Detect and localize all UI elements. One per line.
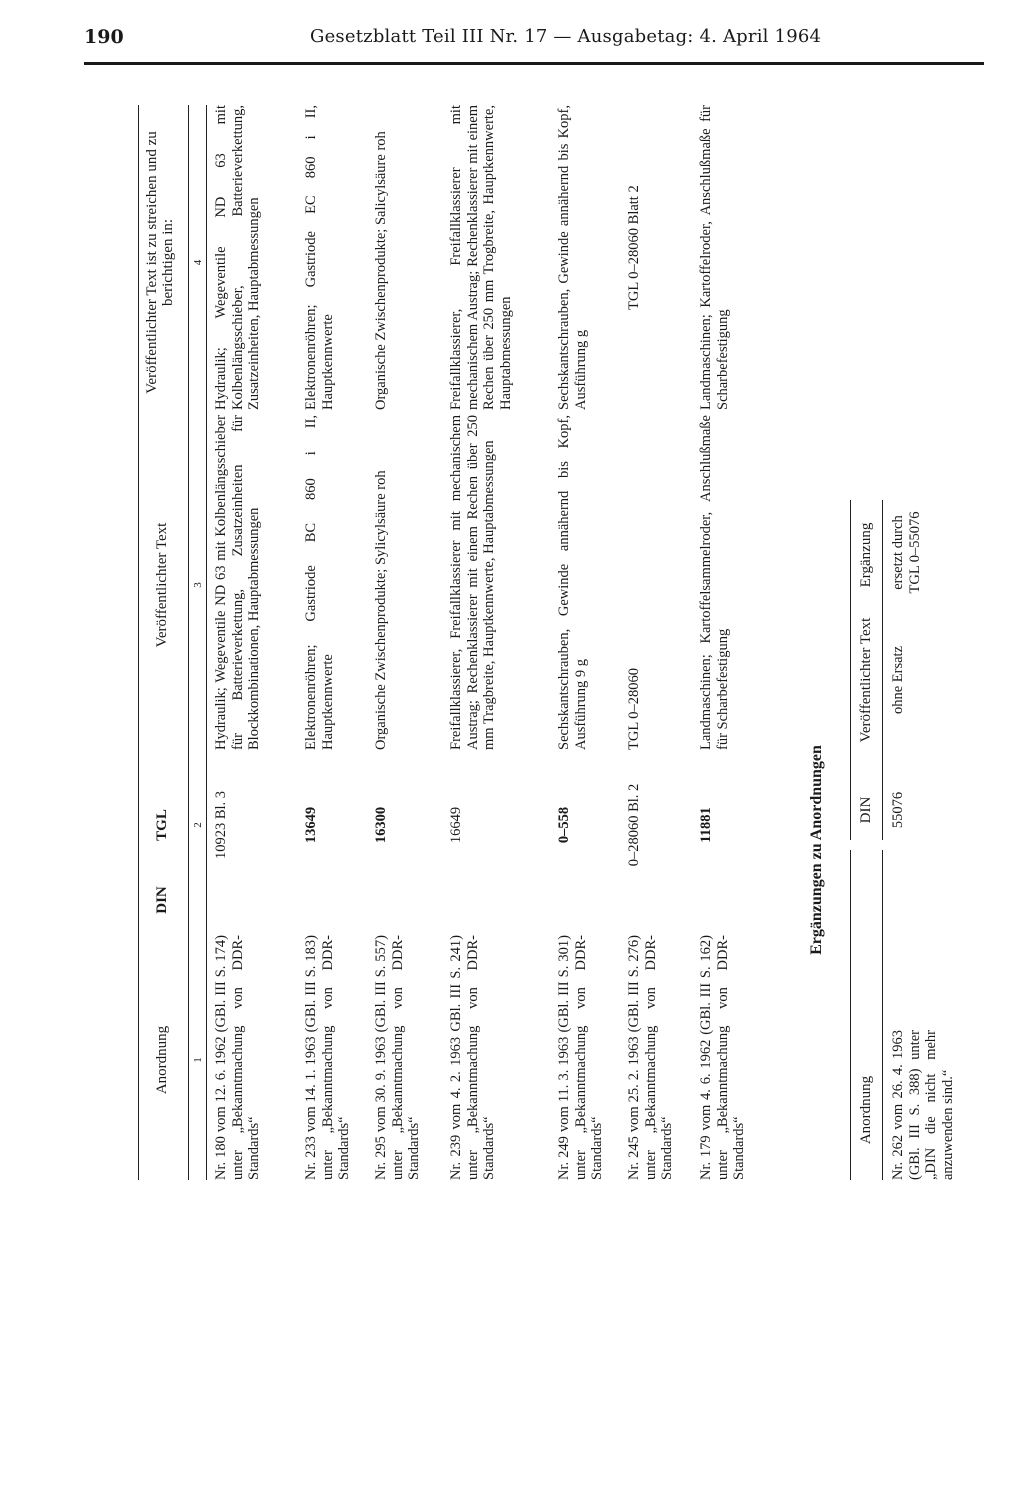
supp-header-erganzung: Ergänzung [858, 522, 874, 588]
table-row-3-tgl: 16300 [373, 806, 389, 844]
supp-row-din: 55076 [890, 791, 906, 829]
table-row-3-correction: Organische Zwischenprodukte; Salicylsäure roh [373, 131, 389, 410]
col-header-din: DIN [154, 886, 170, 914]
running-title: Gesetzblatt Teil III Nr. 17 — Ausgabetag: 4. April 1964 [310, 26, 822, 47]
supp-right-top-rule [850, 500, 851, 840]
table-row-5-tgl: 0–558 [556, 806, 572, 844]
header-mid-rule [188, 105, 189, 1180]
col-number-2: 2 [192, 822, 204, 828]
col-header-tgl: TGL [154, 809, 170, 841]
col-header-correction: Veröffentlichter Text ist zu streichen und zu berichtigen in: [144, 131, 176, 394]
page-number: 190 [84, 26, 124, 48]
table-row-1-correction: Hydraulik; Wegeventile ND 63 mit Kolbenlängsschieber, Batterieverkettung, Zusatzeinheiten, Hauptabmessungen [213, 105, 262, 410]
supp-right-header-rule [882, 500, 883, 840]
col-header-anordnung: Anordnung [154, 1025, 170, 1095]
supp-header-rule [882, 850, 883, 1180]
col-header-text: Veröffentlichter Text [154, 522, 170, 648]
table-row-7-correction: Landmaschinen; Kartoffelroder, Anschlußmaße für Scharbefestigung [698, 105, 731, 410]
table-top-rule [138, 105, 139, 1180]
header-rule [84, 62, 984, 65]
table-row-4-correction: Freifallklassierer, Freifallklassierer mit mechanischem Austrag; Rechenklassierer mit einem Rechen über 250 mm Trogbreite, Hauptkennwerte, Hauptabmessungen [448, 105, 514, 410]
table-row-2-tgl: 13649 [303, 806, 319, 844]
table-row-1-tgl: 10923 Bl. 3 [213, 790, 229, 860]
supp-row-erganzung: ersetzt durch TGL 0–55076 [890, 511, 923, 594]
main-table [138, 105, 778, 1180]
supp-header-din: DIN [858, 796, 874, 824]
table-row-6-text: TGL 0–28060 [626, 667, 642, 750]
supp-row-text: ohne Ersatz [890, 645, 906, 715]
table-row-4-text: Freifallklassierer, Freifallklassierer mit mechanischem Austrag; Rechenklassierer mit einem Rechen über 250 mm Tragbreite, Hauptkennwerte, Hauptabmessungen [448, 415, 497, 750]
table-row-3-anordnung: Nr. 295 vom 30. 9. 1963 (GBl. III S. 557) unter „Bekanntmachung von DDR-Standards“ [373, 935, 422, 1180]
table-row-4-anordnung: Nr. 239 vom 4. 2. 1963 GBl. III S. 241) unter „Bekanntmachung von DDR-Standards“ [448, 935, 497, 1180]
supp-header-text: Veröffentlichter Text [858, 617, 874, 743]
page-header [84, 26, 984, 60]
table-row-1-text: Hydraulik; Wegeventile ND 63 mit Kolbenlängsschieber für Batterieverkettung, Zusatzeinheiten für Blockkombinationen, Hauptabmessungen [213, 415, 262, 750]
table-row-4-tgl: 16649 [448, 806, 464, 844]
table-row-5-anordnung: Nr. 249 vom 11. 3. 1963 (GBl. III S. 301) unter „Bekanntmachung von DDR-Standards“ [556, 935, 605, 1180]
table-row-7-anordnung: Nr. 179 vom 4. 6. 1962 (GBl. III S. 162) unter „Bekanntmachung von DDR-Standards“ [698, 935, 747, 1180]
col-number-1: 1 [192, 1057, 204, 1063]
table-row-6-anordnung: Nr. 245 vom 25. 2. 1963 (GBl. III S. 276) unter „Bekanntmachung von DDR-Standards“ [626, 935, 675, 1180]
supp-header-anordnung: Anordnung [858, 1075, 874, 1145]
table-row-1-anordnung: Nr. 180 vom 12. 6. 1962 (GBl. III S. 174) unter „Bekanntmachung von DDR-Standards“ [213, 935, 262, 1180]
header-bottom-rule [206, 105, 207, 1180]
table-row-6-correction: TGL 0–28060 Blatt 2 [626, 185, 642, 310]
table-row-2-anordnung: Nr. 233 vom 14. 1. 1963 (GBl. III S. 183) unter „Bekanntmachung von DDR-Standards“ [303, 935, 352, 1180]
table-row-3-text: Organische Zwischenprodukte; Sylicylsäure roh [373, 470, 389, 750]
supplement-title: Ergänzungen zu Anordnungen [808, 745, 825, 955]
supp-row-anordnung: Nr. 262 vom 26. 4. 1963 (GBl. III S. 388) unter „DIN die nicht mehr anzuwenden sind.“ [890, 1030, 956, 1180]
supp-top-rule [850, 850, 851, 1180]
table-row-5-correction: Sechskantschrauben, Gewinde annähernd bis Kopf, Ausführung g [556, 105, 589, 410]
col-number-3: 3 [192, 582, 204, 588]
table-row-6-tgl: 0–28060 Bl. 2 [626, 783, 642, 867]
table-row-7-text: Landmaschinen; Kartoffelsammelroder, Anschlußmaße für Scharbefestigung [698, 415, 731, 750]
table-row-2-correction: Elektronenröhren; Gastriode EC 860 i II, Hauptkennwerte [303, 105, 336, 410]
table-row-5-text: Sechskantschrauben, Gewinde annähernd bis Kopf, Ausführung 9 g [556, 415, 589, 750]
supplement-table-right [812, 500, 952, 840]
col-number-4: 4 [192, 259, 204, 266]
supplement-table [812, 810, 956, 1180]
table-row-2-text: Elektronenröhren; Gastriode BC 860 i II, Hauptkennwerte [303, 415, 336, 750]
table-row-7-tgl: 11881 [698, 807, 714, 843]
